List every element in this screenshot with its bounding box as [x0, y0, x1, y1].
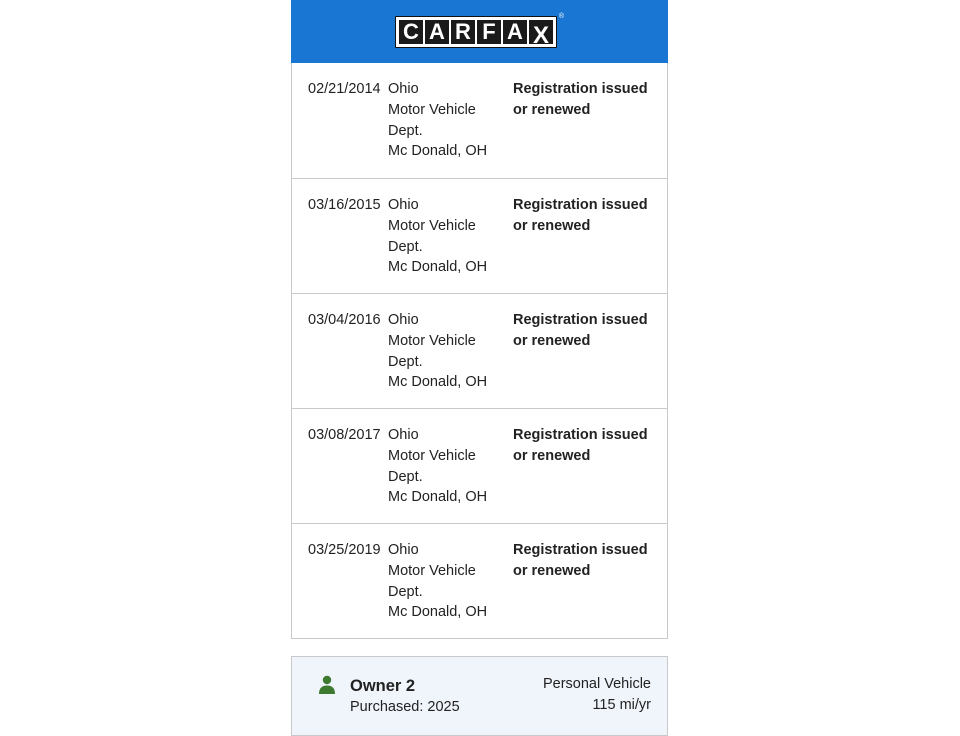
source-line: Dept. [388, 468, 423, 485]
record-source [388, 195, 487, 278]
source-line: Mc Donald, OH [388, 259, 488, 276]
source-line: Mc Donald, OH [388, 374, 488, 391]
record-comment: Registration issued or renewed [513, 197, 648, 234]
history-record [292, 523, 667, 638]
history-record [292, 408, 667, 523]
history-record [292, 63, 667, 178]
owner-vehicle-type: Personal Vehicle [542, 676, 651, 692]
history-record [292, 178, 667, 293]
logo-letter: A [503, 20, 527, 44]
carfax-logo[interactable] [395, 13, 564, 49]
registered-mark: ® [558, 13, 564, 20]
logo-letter: X [529, 20, 553, 44]
owner-title: Owner 2 [350, 677, 416, 695]
record-comment: Registration issued or renewed [513, 312, 648, 349]
source-line: Dept. [388, 238, 423, 255]
source-line: Mc Donald, OH [388, 489, 488, 506]
report-column [291, 0, 668, 720]
record-comment: Registration issued or renewed [513, 542, 648, 579]
owner-purchased: Purchased: 2025 [350, 699, 460, 715]
source-line: Motor Vehicle [388, 447, 476, 464]
source-line: Mc Donald, OH [388, 143, 488, 160]
source-line: Ohio [388, 81, 419, 97]
report-header [291, 0, 668, 63]
owner-miles-per-year: 115 mi/yr [592, 697, 651, 713]
source-line: Ohio [388, 427, 419, 443]
person-icon [318, 675, 336, 695]
source-line: Dept. [388, 583, 423, 600]
source-line: Motor Vehicle [388, 101, 476, 118]
record-source [388, 79, 487, 162]
source-line: Dept. [388, 353, 423, 370]
record-source [388, 425, 487, 508]
logo-letter: F [477, 20, 501, 44]
history-records [291, 63, 668, 639]
record-date: 03/04/2016 [308, 312, 381, 328]
source-line: Ohio [388, 542, 419, 558]
owner-card[interactable] [291, 656, 668, 736]
logo-letter: C [399, 20, 423, 44]
logo-letter: A [425, 20, 449, 44]
source-line: Motor Vehicle [388, 332, 476, 349]
source-line: Motor Vehicle [388, 217, 476, 234]
source-line: Mc Donald, OH [388, 604, 488, 621]
record-source [388, 310, 487, 393]
record-date: 02/21/2014 [308, 81, 381, 97]
record-comment: Registration issued or renewed [513, 81, 648, 118]
source-line: Ohio [388, 312, 419, 328]
source-line: Motor Vehicle [388, 562, 476, 579]
record-source [388, 540, 487, 623]
logo-letter: R [451, 20, 475, 44]
record-date: 03/08/2017 [308, 427, 381, 443]
record-comment: Registration issued or renewed [513, 427, 648, 464]
source-line: Dept. [388, 122, 423, 139]
history-record [292, 293, 667, 408]
source-line: Ohio [388, 197, 419, 213]
record-date: 03/25/2019 [308, 542, 381, 558]
record-date: 03/16/2015 [308, 197, 381, 213]
